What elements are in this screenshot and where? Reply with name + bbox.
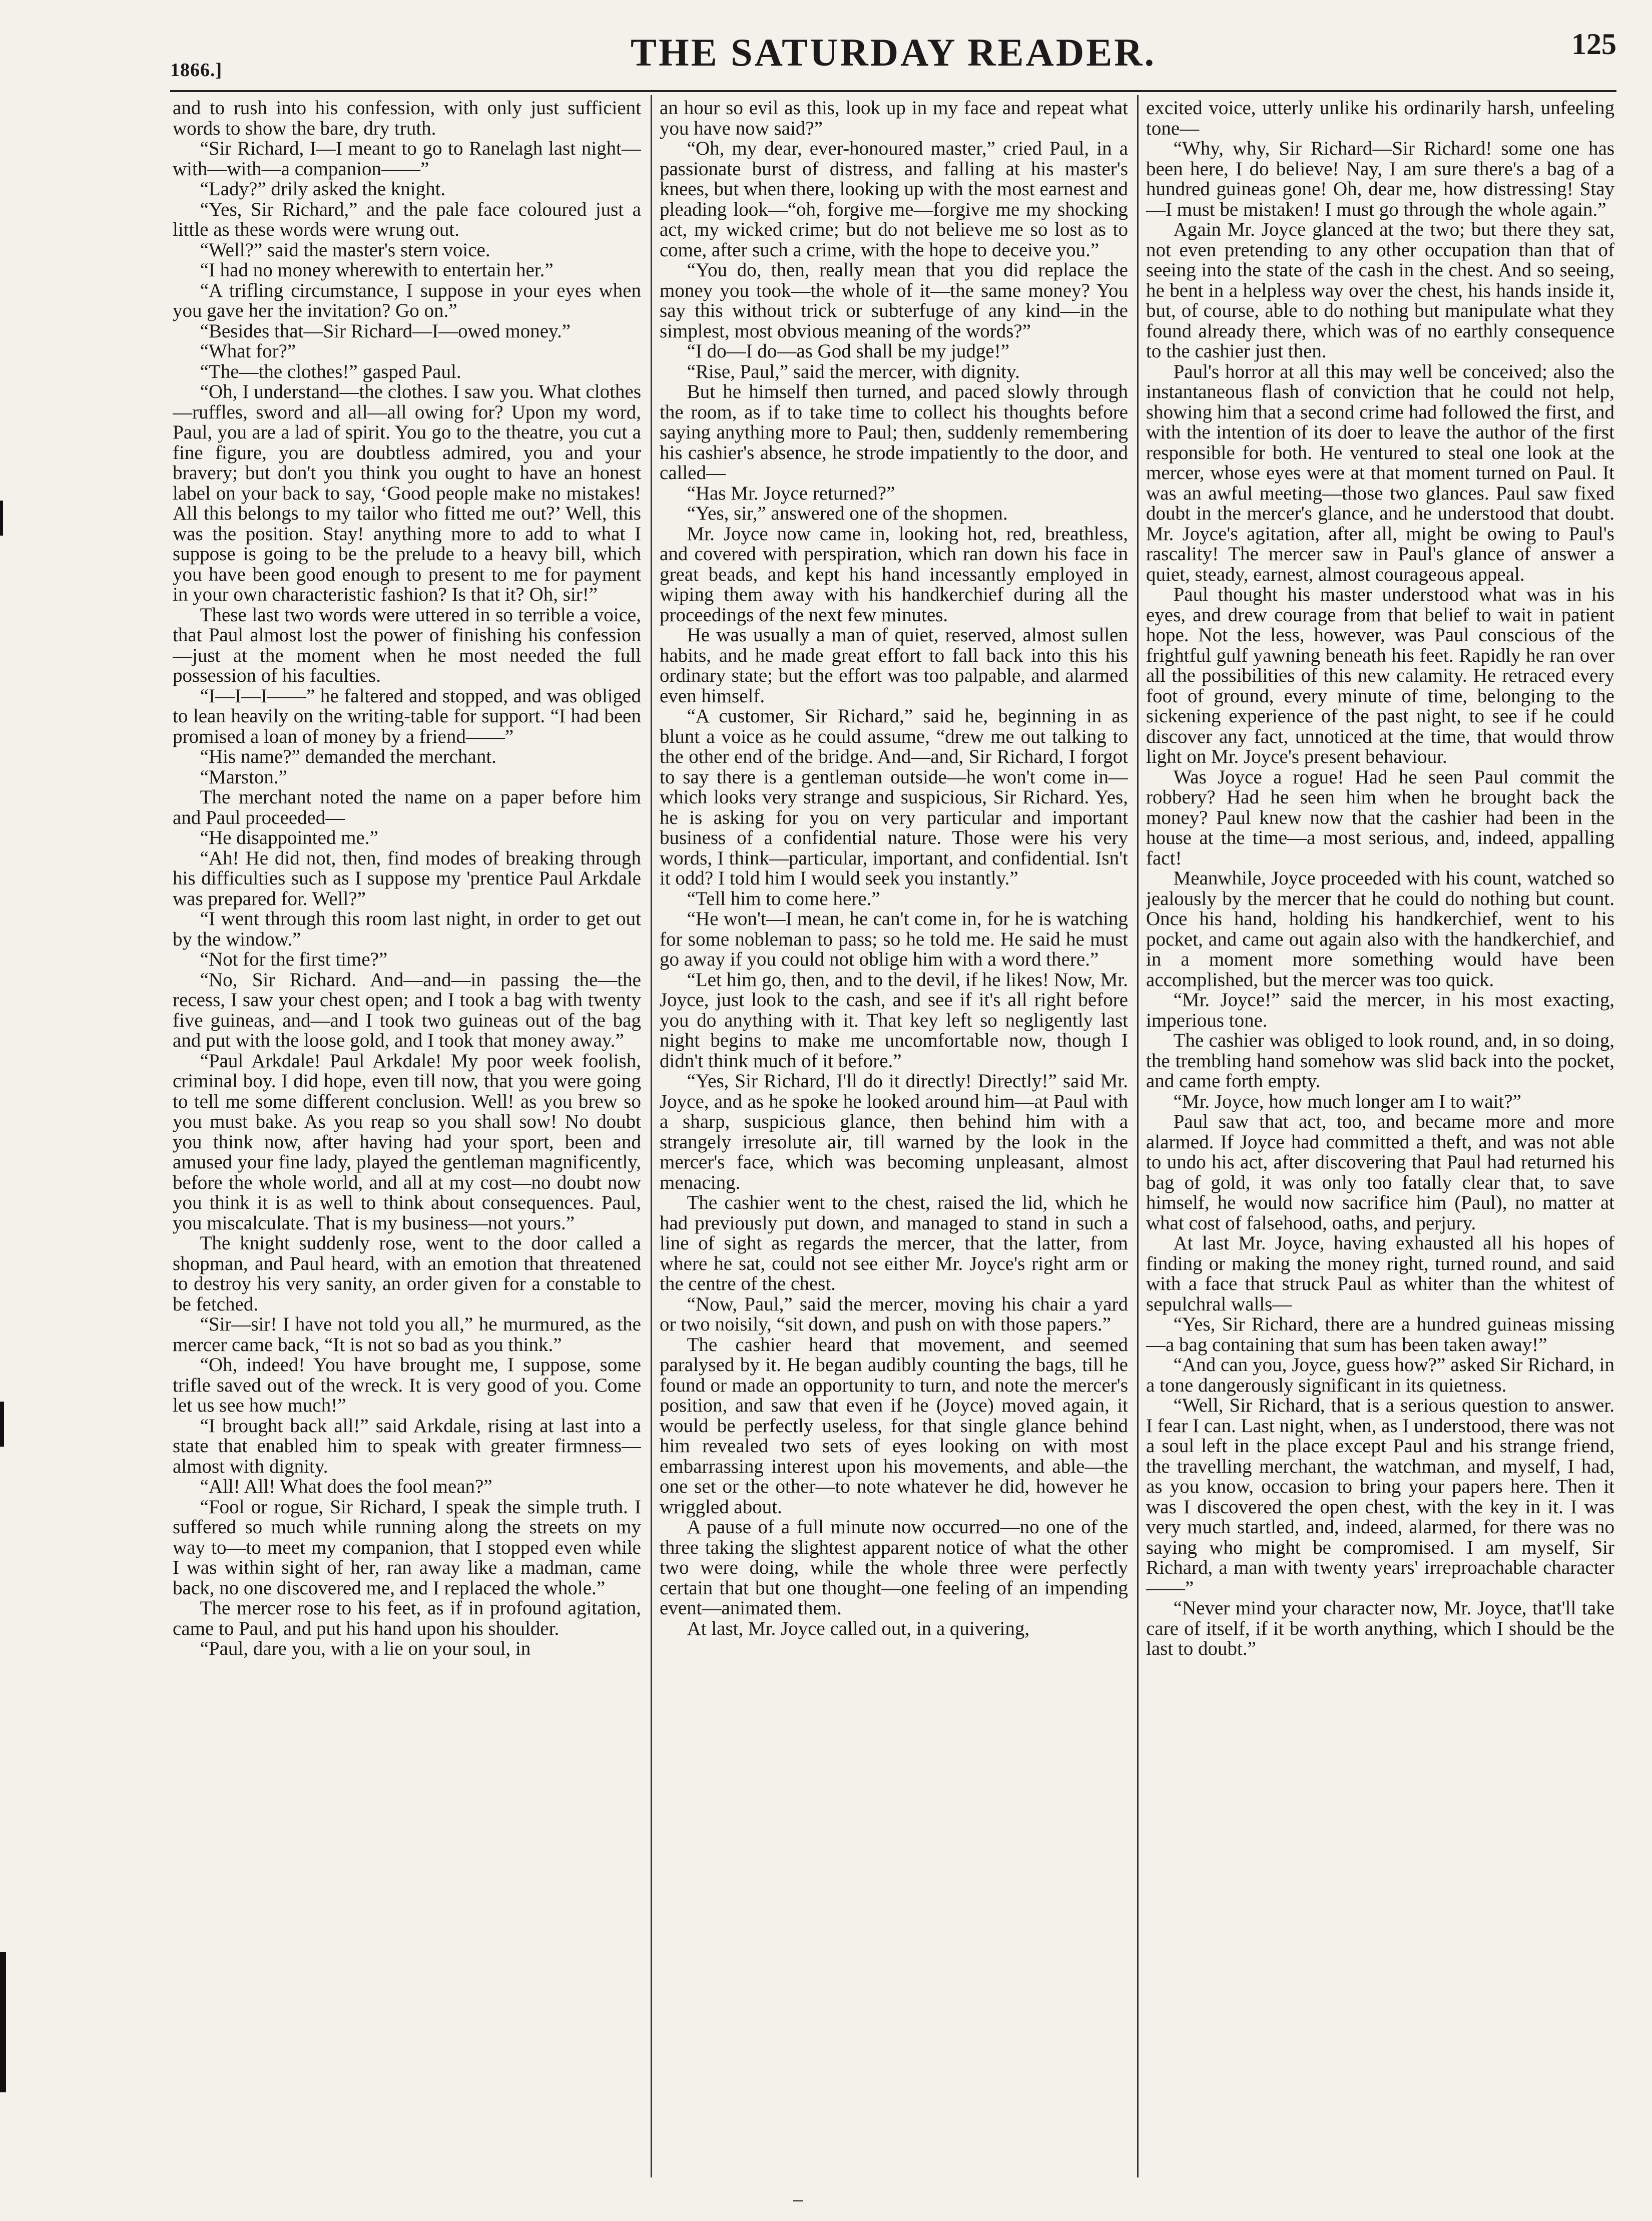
paragraph: “Oh, I understand—the clothes. I saw you. What clothes—ruffles, sword and all—all owing for? Upon my word, Paul, you are a lad of spirit. You go to the theatre, you cut a fine figure, you are doubtless admired, you and your bravery; but don't you think you ought to have an honest label on your back to say, ‘Good people make no mistakes! All this belongs to my tailor who fitted me out?’ Well, this was the position. Stay! anything more to add to what I suppose is going to be the prelude to a heavy bill, which you have been good enough to present to me for payment in your own characteristic fashion? Is that it? Oh, sir!” [173, 381, 641, 605]
paragraph: “You do, then, really mean that you did replace the money you took—the whole of it—the same money? You say this without trick or subterfuge of any kind—in the simplest, most obvious meaning of the words?” [660, 259, 1128, 342]
paragraph: A pause of a full minute now occurred—no one of the three taking the slightest apparent notice of what the other two were doing, while the whole three were perfectly certain that but one thought—one feeling of an impending event—animated them. [660, 1516, 1128, 1619]
paragraph: The knight suddenly rose, went to the door called a shopman, and Paul heard, with an emotion that threatened to destroy his very sanity, an order given for a constable to be fetched. [173, 1232, 641, 1315]
paragraph: Paul saw that act, too, and became more and more alarmed. If Joyce had committed a theft, and was not able to undo his act, after discovering that Paul had returned his bag of gold, it was only too fatally clear that, to save himself, he would now sacrifice him (Paul), no matter at what cost of falsehood, oaths, and perjury. [1146, 1111, 1614, 1234]
paragraph: Paul thought his master understood what was in his eyes, and drew courage from that belief to wait in patient hope. Not the less, however, was Paul conscious of the frightful gulf yawning beneath his feet. Rapidly he ran over all the possibilities of this new calamity. He retraced every foot of ground, every minute of time, belonging to the sickening experience of the past night, to see if he could discover any fact, unnoticed at the time, that would throw light on Mr. Joyce's present behaviour. [1146, 584, 1614, 767]
paragraph: “Oh, indeed! You have brought me, I suppose, some trifle saved out of the wreck. It is very good of you. Come let us see how much!” [173, 1354, 641, 1416]
paragraph: “Rise, Paul,” said the mercer, with dignity. [687, 360, 1020, 382]
paragraph: At last, Mr. Joyce called out, in a quivering, [687, 1617, 1030, 1639]
paragraph: Meanwhile, Joyce proceeded with his count, watched so jealously by the mercer that he could do nothing but count. Once his hand, holding his handkerchief, went to his pocket, and came out again also with the handkerchief, and in a moment more something would have been accomplished, but the mercer was too quick. [1146, 867, 1614, 991]
paragraph: “Yes, Sir Richard, there are a hundred guineas missing—a bag containing that sum has been taken away!” [1146, 1313, 1614, 1356]
paragraph: Was Joyce a rogue! Had he seen Paul commit the robbery? Had he seen him when he brought back the money? Paul knew now that the cashier had been in the house at the time—a most serious, and, indeed, appalling fact! [1146, 766, 1614, 869]
paragraph: “Why, why, Sir Richard—Sir Richard! some one has been here, I do believe! Nay, I am sure there's a bag of a hundred guineas gone! Oh, dear me, how distressing! Stay—I must be mistaken! I must go through the whole again.” [1146, 138, 1614, 220]
paragraph: “And can you, Joyce, guess how?” asked Sir Richard, in a tone dangerously significant in its quietness. [1146, 1354, 1614, 1396]
paragraph: “I do—I do—as God shall be my judge!” [687, 340, 1010, 362]
paragraph: “A trifling circumstance, I suppose in your eyes when you gave her the invitation? Go on.” [173, 279, 641, 321]
paragraph: “All! All! What does the fool mean?” [200, 1476, 492, 1497]
paragraph: “Lady?” drily asked the knight. [200, 178, 446, 200]
paragraph: “The—the clothes!” gasped Paul. [200, 360, 461, 382]
paragraph: The cashier heard that movement, and seemed paralysed by it. He began audibly counting the bags, till he found or made an opportunity to turn, and note the mercer's position, and saw that even if he (Joyce) moved again, it would be perfectly useless, for that single glance behind him revealed two sets of eyes looking on with most embarrassing interest upon his movements, and able—the one set or the other—to note whatever he did, however he wriggled about. [660, 1334, 1128, 1518]
paragraph: “I—I—I——” he faltered and stopped, and was obliged to lean heavily on the writing-table for support. “I had been promised a loan of money by a friend——” [173, 685, 641, 747]
paragraph: excited voice, utterly unlike his ordinarily harsh, unfeeling tone— [1146, 98, 1614, 139]
column-divider [1137, 95, 1139, 2177]
paragraph: “Well, Sir Richard, that is a serious question to answer. I fear I can. Last night, when, as I understood, there was not a soul left in the place except Paul and his strange friend, the travelling merchant, the watchman, and myself, I had, as you know, occasion to bring your papers here. Then it was I discovered the open chest, with the key in it. I was very much startled, and, indeed, alarmed, for there was no saying who might be compromised. I am myself, Sir Richard, a man with twenty years' irreproachable character——” [1146, 1395, 1614, 1599]
text-column-1 [173, 98, 641, 2175]
paragraph: The cashier was obliged to look round, and, in so doing, the trembling hand somehow was slid back into the pocket, and came forth empty. [1146, 1030, 1614, 1092]
paragraph: “A customer, Sir Richard,” said he, beginning in as blunt a voice as he could assume, “drew me out talking to the other end of the bridge. And—and, Sir Richard, I forgot to say there is a gentleman outside—he won't come in—which looks very strange and suspicious, Sir Richard. Yes, he is asking for you on very particular and important business of a confidential nature. Those were his very words, I think—particular, important, and confidential. Isn't it odd? I told him I would seek you instantly.” [660, 705, 1128, 889]
paragraph: “He won't—I mean, he can't come in, for he is watching for some nobleman to pass; so he told me. He said he must go away if you could not oblige him with a word there.” [660, 908, 1128, 970]
paragraph: “Let him go, then, and to the devil, if he likes! Now, Mr. Joyce, just look to the cash, and see if it's all right before you do anything with it. That key left so negligently last night begins to make me uncomfortable now, though I didn't think much of it before.” [660, 969, 1128, 1072]
paragraph: “Marston.” [200, 766, 287, 788]
paragraph: “His name?” demanded the merchant. [200, 746, 496, 767]
paragraph: “Yes, Sir Richard,” and the pale face coloured just a little as these words were wrung out. [173, 198, 641, 240]
paragraph: “Sir—sir! I have not told you all,” he murmured, as the mercer came back, “It is not so bad as you think.” [173, 1313, 641, 1356]
paragraph: At last Mr. Joyce, having exhausted all his hopes of finding or making the money right, turned round, and said with a face that struck Paul as whiter than the whitest of sepulchral walls— [1146, 1232, 1614, 1315]
page-header [170, 24, 1616, 89]
paragraph: “Has Mr. Joyce returned?” [687, 482, 895, 504]
header-rule [170, 90, 1616, 92]
paragraph: and to rush into his confession, with only just sufficient words to show the bare, dry truth. [173, 98, 641, 139]
paragraph: But he himself then turned, and paced slowly through the room, as if to take time to collect his thoughts before saying anything more to Paul; then, suddenly remembering his cashier's absence, he strode impatiently to the door, and called— [660, 381, 1128, 484]
paragraph: “Fool or rogue, Sir Richard, I speak the simple truth. I suffered so much while running along the streets on my way to—to meet my companion, that I stopped even while I was within sight of her, ran away like a madman, came back, no one discovered me, and I replaced the whole.” [173, 1496, 641, 1599]
paragraph: The mercer rose to his feet, as if in profound agitation, came to Paul, and put his hand upon his shoulder. [173, 1597, 641, 1639]
paragraph: “He disappointed me.” [200, 827, 378, 848]
paragraph: “Now, Paul,” said the mercer, moving his chair a yard or two noisily, “sit down, and push on with those papers.” [660, 1293, 1128, 1335]
paragraph: “What for?” [200, 340, 296, 362]
paragraph: “Mr. Joyce!” said the mercer, in his most exacting, imperious tone. [1146, 989, 1614, 1031]
paragraph: “Not for the first time?” [200, 949, 388, 970]
paragraph: “I brought back all!” said Arkdale, rising at last into a state that enabled him to speak with greater firmness—almost with dignity. [173, 1415, 641, 1477]
paragraph: “Never mind your character now, Mr. Joyce, that'll take care of itself, if it be worth anything, which I should be the last to doubt.” [1146, 1597, 1614, 1659]
paragraph: “I went through this room last night, in order to get out by the window.” [173, 908, 641, 950]
paragraph: These last two words were uttered in so terrible a voice, that Paul almost lost the power of finishing his confession—just at the moment when he most needed the full possession of his faculties. [173, 604, 641, 686]
paragraph: Again Mr. Joyce glanced at the two; but there they sat, not even pretending to any other occupation than that of seeing into the state of the cash in the chest. And so seeing, he bent in a helpless way over the chest, his hands inside it, but, of course, able to do nothing but manipulate what they found already there, which was of no earthly consequence to the cashier just then. [1146, 219, 1614, 362]
paragraph: “Oh, my dear, ever-honoured master,” cried Paul, in a passionate burst of distress, and falling at his master's knees, but when there, looking up with the most earnest and pleading look—“oh, forgive me—forgive me my shocking act, my wicked crime; but do not believe me so lost as to come, after such a crime, with the hope to deceive you.” [660, 138, 1128, 261]
scan-edge-mark [0, 1402, 4, 1447]
paragraph: “Well?” said the master's stern voice. [200, 239, 490, 261]
publication-title: THE SATURDAY READER. [630, 31, 1157, 74]
paragraph: “Besides that—Sir Richard—I—owed money.” [200, 320, 571, 342]
paragraph: “No, Sir Richard. And—and—in passing the—the recess, I saw your chest open; and I took a bag with twenty five guineas, and—and I took two guineas out of the bag and put with the loose gold, and I took that money away.” [173, 969, 641, 1051]
paragraph: Paul's horror at all this may well be conceived; also the instantaneous flash of conviction that he could not help, showing him that a second crime had followed the first, and with the intention of its doer to leave the author of the first responsible for both. He ventured to steal one look at the mercer, whose eyes were at that moment turned on Paul. It was an awful meeting—those two glances. Paul saw fixed doubt in the mercer's glance, and he understood that doubt. Mr. Joyce's agitation, after all, might be owing to Paul's rascality! The mercer saw in Paul's glance of answer a quiet, steady, earnest, almost courageous appeal. [1146, 360, 1614, 585]
text-column-3 [1146, 98, 1614, 2175]
paragraph: “Tell him to come here.” [687, 887, 880, 910]
scan-edge-mark [0, 1952, 6, 2092]
scan-edge-mark [0, 501, 3, 536]
column-divider [651, 95, 652, 2177]
issue-date: 1866.] [170, 60, 223, 81]
paragraph: “Paul, dare you, with a lie on your soul, in [200, 1638, 531, 1659]
paragraph: “Sir Richard, I—I meant to go to Ranelagh last night—with—with—a companion——” [173, 138, 641, 180]
paragraph: an hour so evil as this, look up in my face and repeat what you have now said?” [660, 98, 1128, 139]
paragraph: He was usually a man of quiet, reserved, almost sullen habits, and he made great effort to fall back into this his ordinary state; but the effort was too palpable, and alarmed even himself. [660, 624, 1128, 707]
paragraph: “Yes, sir,” answered one of the shopmen. [687, 503, 1008, 524]
paragraph: Mr. Joyce now came in, looking hot, red, breathless, and covered with perspiration, which ran down his face in great beads, and kept his hand incessantly employed in wiping them away with his handkerchief during all the proceedings of the next few minutes. [660, 523, 1128, 626]
paragraph: “Yes, Sir Richard, I'll do it directly! Directly!” said Mr. Joyce, and as he spoke he looked around him—at Paul with a sharp, suspicious glance, then behind him with a strangely irresolute air, till warned by the look in the mercer's face, which was becoming unpleasant, almost menacing. [660, 1070, 1128, 1193]
page-foot-mark [793, 2200, 803, 2201]
text-column-2 [660, 98, 1128, 2175]
paragraph: “Paul Arkdale! Paul Arkdale! My poor week foolish, criminal boy. I did hope, even till now, that you were going to tell me some different conclusion. Well! as you brew so you must bake. As you reap so you shall sow! No doubt you think now, after having had your sport, been and amused your fine lady, played the gentleman magnificently, before the whole world, and all at my cost—no doubt now you think it is as well to think about consequences. Paul, you miscalculate. That is my business—not yours.” [173, 1050, 641, 1234]
paragraph: “I had no money wherewith to entertain her.” [200, 259, 554, 281]
paragraph: “Ah! He did not, then, find modes of breaking through his difficulties such as I suppose my 'prentice Paul Arkdale was prepared for. Well?” [173, 847, 641, 910]
page-number: 125 [1571, 28, 1616, 61]
paragraph: “Mr. Joyce, how much longer am I to wait?” [1173, 1090, 1521, 1112]
paragraph: The cashier went to the chest, raised the lid, which he had previously put down, and managed to stand in such a line of sight as regards the mercer, that the latter, from where he sat, could not see either Mr. Joyce's right arm or the centre of the chest. [660, 1192, 1128, 1294]
paragraph: The merchant noted the name on a paper before him and Paul proceeded— [173, 786, 641, 828]
